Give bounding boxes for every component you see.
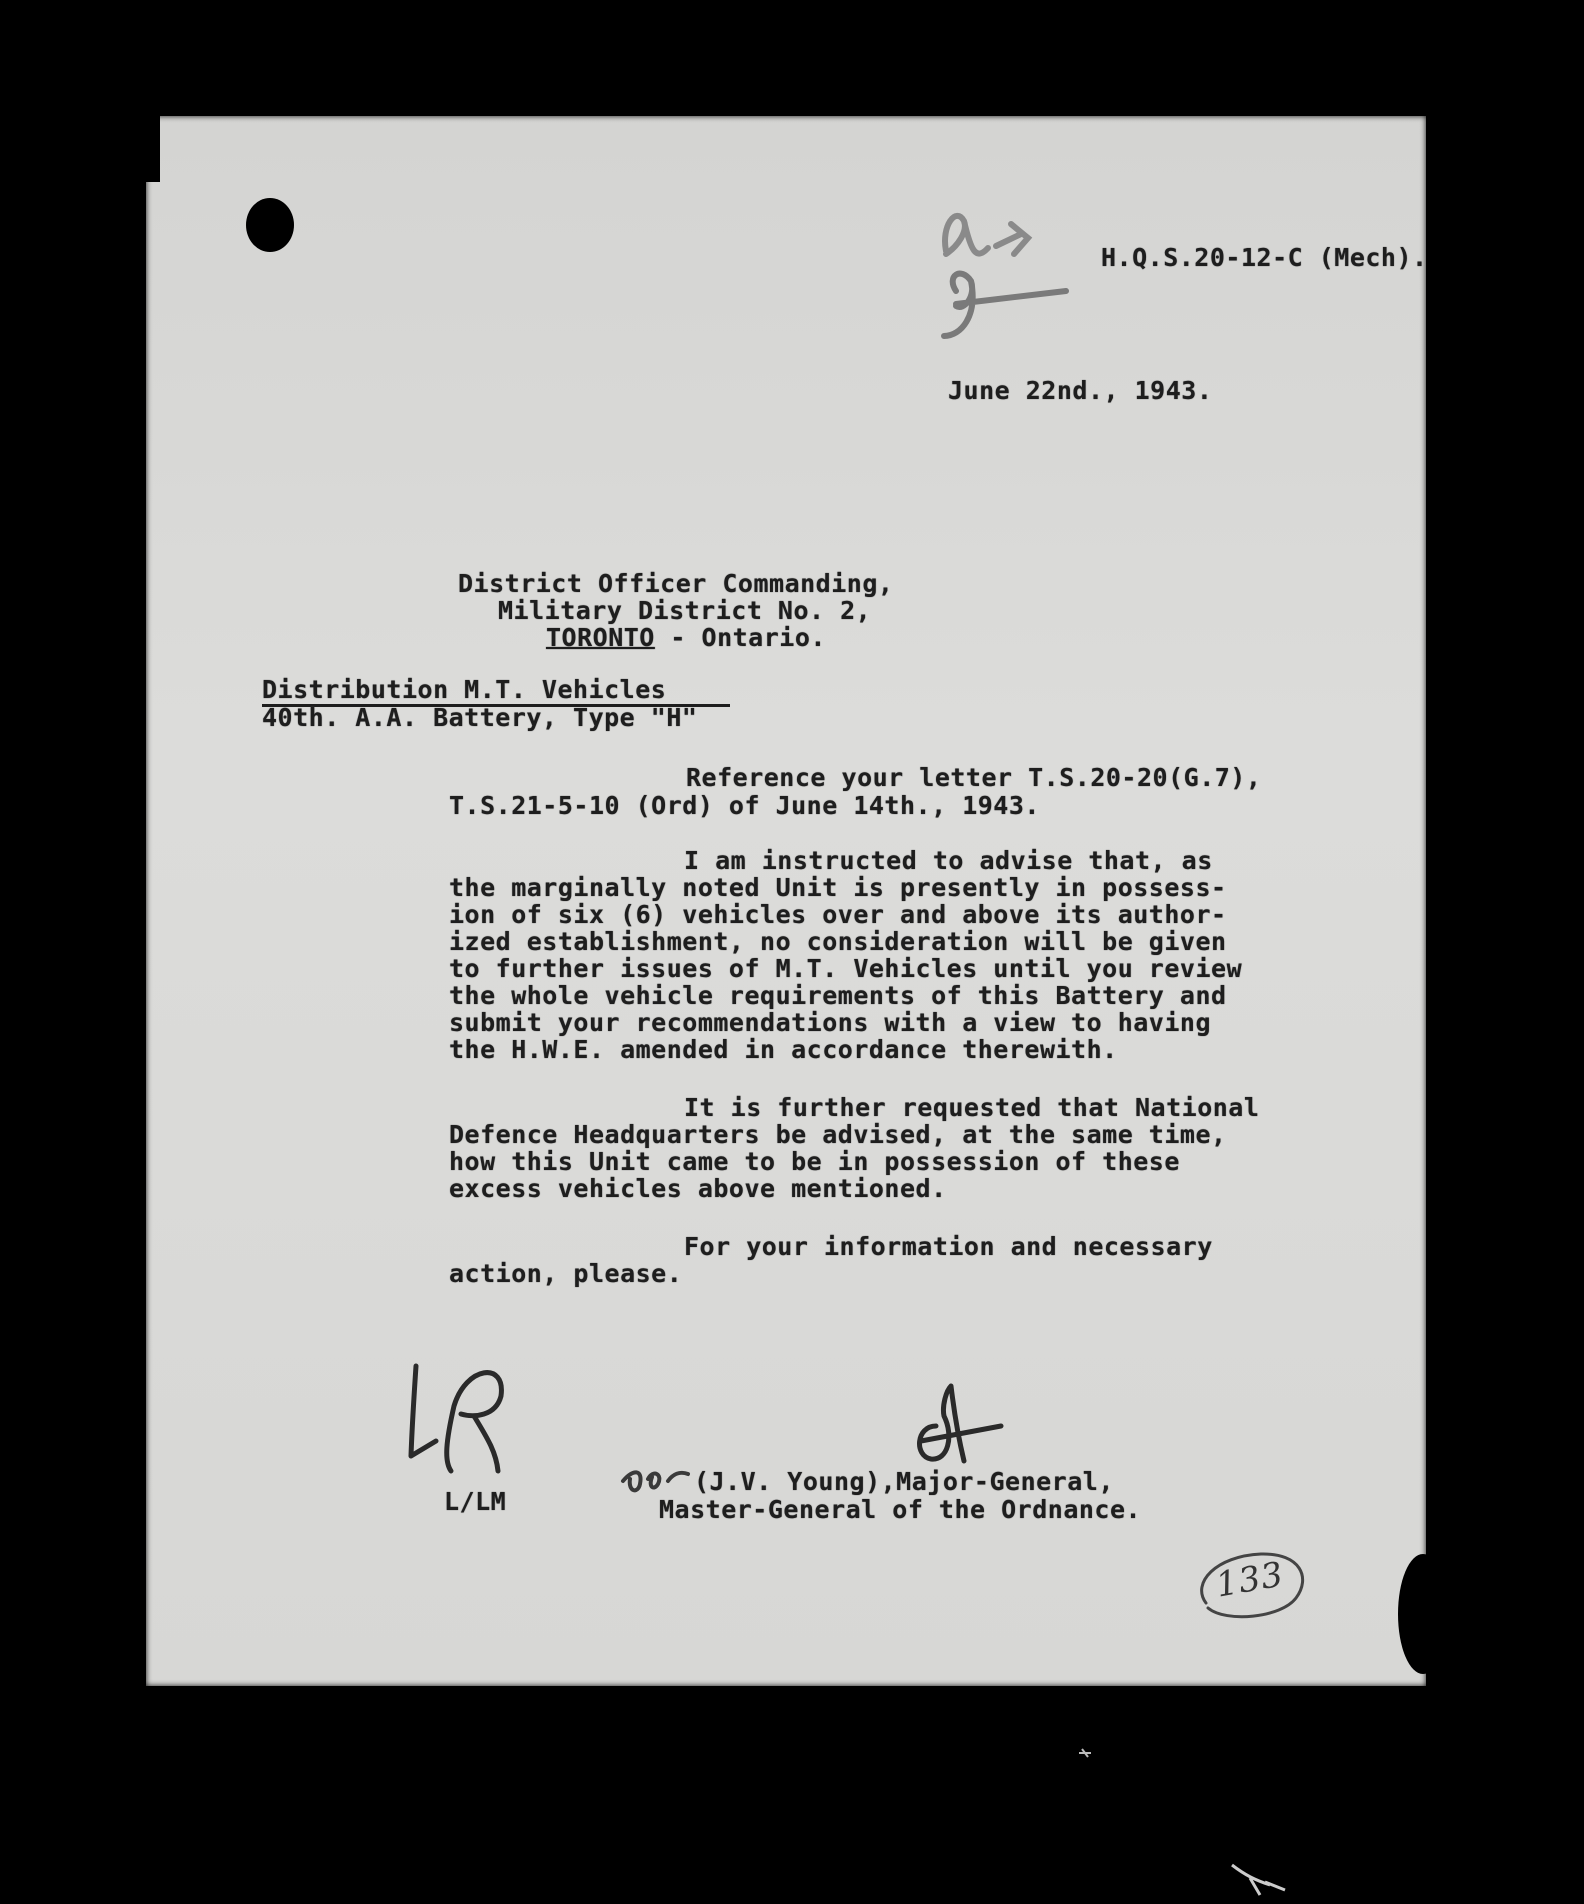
paragraph-2-line-3: ion of six (6) vehicles over and above its author- (449, 900, 1227, 929)
addressee-line-3 (546, 624, 826, 651)
letter-date: June 22nd., 1943. (948, 376, 1213, 405)
scan-speck (1078, 1748, 1092, 1758)
document-page (146, 116, 1426, 1686)
signature-line-1: (J.V. Young),Major-General, (694, 1467, 1114, 1496)
paragraph-2-line-6: the whole vehicle requirements of this Battery and (449, 981, 1227, 1010)
scan-speck (1230, 1860, 1290, 1900)
file-reference: H.Q.S.20-12-C (Mech). (1101, 243, 1428, 272)
addressee-city: TORONTO (546, 623, 655, 652)
paragraph-1-line-2: T.S.21-5-10 (Ord) of June 14th., 1943. (449, 791, 1040, 820)
paragraph-3-line-4: excess vehicles above mentioned. (449, 1174, 947, 1203)
paragraph-3-line-3: how this Unit came to be in possession of these (449, 1147, 1180, 1176)
paragraph-2-line-8: the H.W.E. amended in accordance therewith. (449, 1035, 1118, 1064)
paragraph-2-line-1: I am instructed to advise that, as (684, 846, 1213, 875)
handwritten-initials-right (906, 1381, 1016, 1471)
typist-initials: L/LM (444, 1487, 507, 1516)
paragraph-1-line-1: Reference your letter T.S.20-20(G.7), (686, 763, 1262, 792)
paragraph-2-line-7: submit your recommendations with a view to having (449, 1008, 1212, 1037)
paragraph-2-line-4: ized establishment, no consideration will be given (449, 927, 1227, 956)
addressee-line-1: District Officer Commanding, (458, 569, 894, 598)
handwritten-mark-top (916, 196, 1116, 346)
paragraph-3-line-1: It is further requested that National (684, 1093, 1260, 1122)
edge-tear (1398, 1554, 1448, 1674)
torn-corner (142, 112, 160, 182)
handwritten-for (618, 1459, 698, 1499)
handwritten-initials-left (396, 1346, 536, 1486)
addressee-line-2: Military District No. 2, (498, 596, 872, 625)
page-number: 133 (1213, 1554, 1287, 1606)
paragraph-4-line-1: For your information and necessary (684, 1232, 1213, 1261)
paragraph-3-line-2: Defence Headquarters be advised, at the same time, (449, 1120, 1227, 1149)
paragraph-2-line-5: to further issues of M.T. Vehicles until you review (449, 954, 1243, 983)
subject-line-1: Distribution M.T. Vehicles (262, 675, 667, 704)
punch-hole (246, 198, 294, 252)
paragraph-4-line-2: action, please. (449, 1259, 683, 1288)
signature-line-2: Master-General of the Ordnance. (659, 1495, 1142, 1524)
subject-line-2: 40th. A.A. Battery, Type "H" (262, 703, 698, 732)
paragraph-2-line-2: the marginally noted Unit is presently in possess- (449, 873, 1227, 902)
addressee-province: - Ontario. (654, 623, 826, 652)
